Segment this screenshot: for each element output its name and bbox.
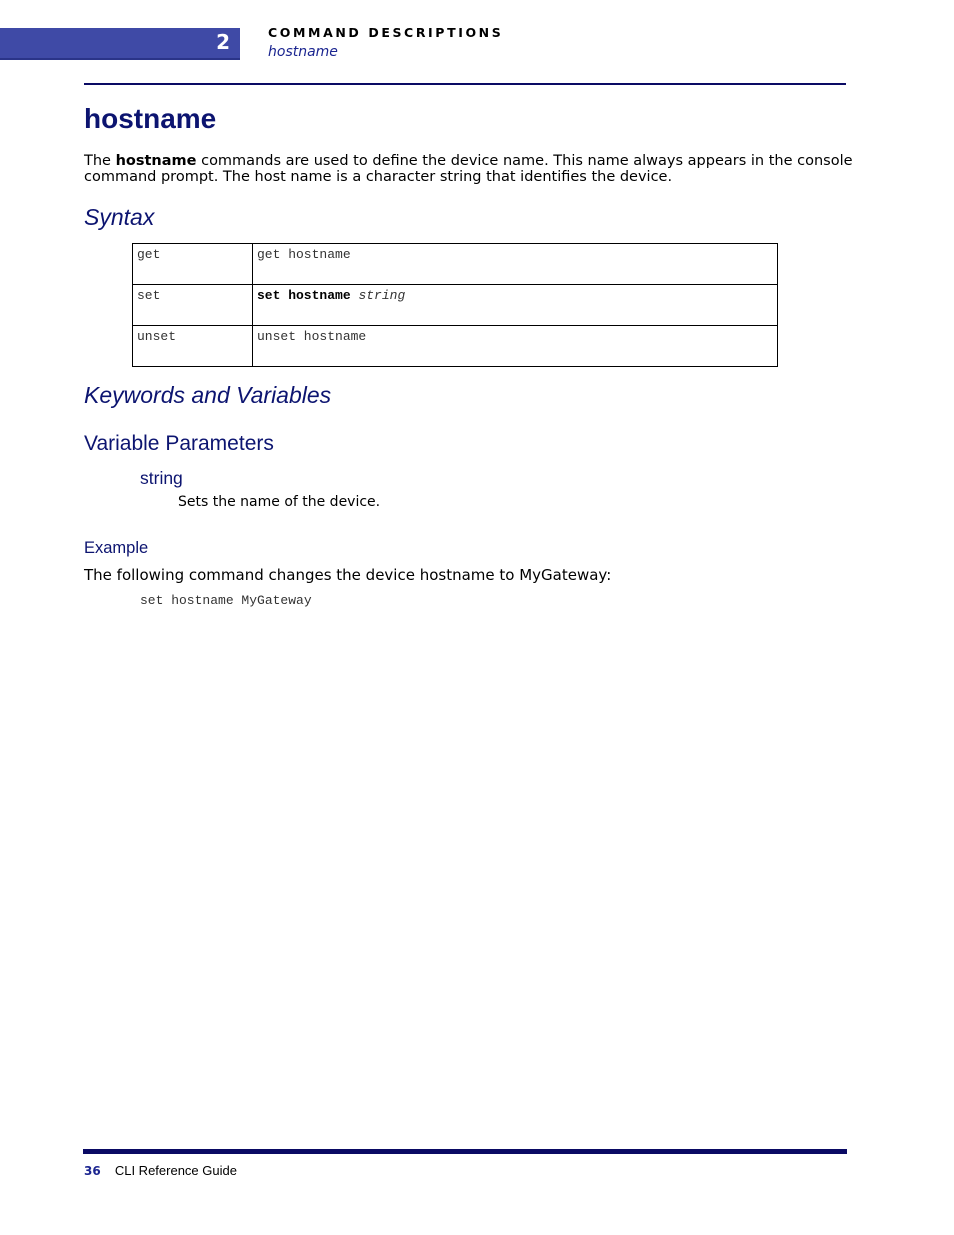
syntax-command: get hostname	[253, 244, 778, 285]
example-code: set hostname MyGateway	[140, 593, 312, 608]
syntax-row-get	[133, 244, 778, 285]
intro-prefix: The	[84, 153, 116, 169]
example-heading: Example	[84, 539, 149, 557]
header-rule	[84, 83, 846, 85]
running-header-section: COMMAND DESCRIPTIONS	[268, 25, 504, 40]
intro-keyword: hostname	[115, 153, 197, 169]
param-description: Sets the name of the device.	[178, 494, 381, 510]
syntax-command	[253, 285, 778, 326]
syntax-command-variable: string	[358, 288, 406, 303]
example-text: The following command changes the device hostname to MyGateway:	[84, 566, 612, 584]
param-name: string	[140, 468, 183, 488]
keywords-heading: Keywords and Variables	[84, 382, 332, 408]
syntax-command: unset hostname	[253, 326, 778, 367]
guide-title: CLI Reference Guide	[114, 1163, 237, 1178]
chapter-tab	[0, 28, 240, 60]
syntax-action: get	[133, 244, 253, 285]
intro-paragraph	[84, 153, 854, 185]
syntax-heading: Syntax	[84, 204, 155, 230]
syntax-action: set	[133, 285, 253, 326]
footer	[84, 1163, 237, 1179]
intro-rest: commands are used to define the device name. This name always appears in the console command prompt. The host name is a character string that identifies the device.	[84, 153, 853, 185]
syntax-command-keyword: set hostname	[257, 288, 351, 303]
syntax-row-set	[133, 285, 778, 326]
variable-parameters-heading: Variable Parameters	[84, 432, 274, 455]
syntax-action: unset	[133, 326, 253, 367]
running-header-subsection: hostname	[268, 44, 338, 60]
page-title: hostname	[84, 103, 217, 134]
syntax-row-unset	[133, 326, 778, 367]
chapter-number: 2	[216, 30, 230, 54]
syntax-table	[132, 243, 778, 367]
page-number: 36	[84, 1164, 101, 1178]
footer-rule	[83, 1149, 847, 1154]
